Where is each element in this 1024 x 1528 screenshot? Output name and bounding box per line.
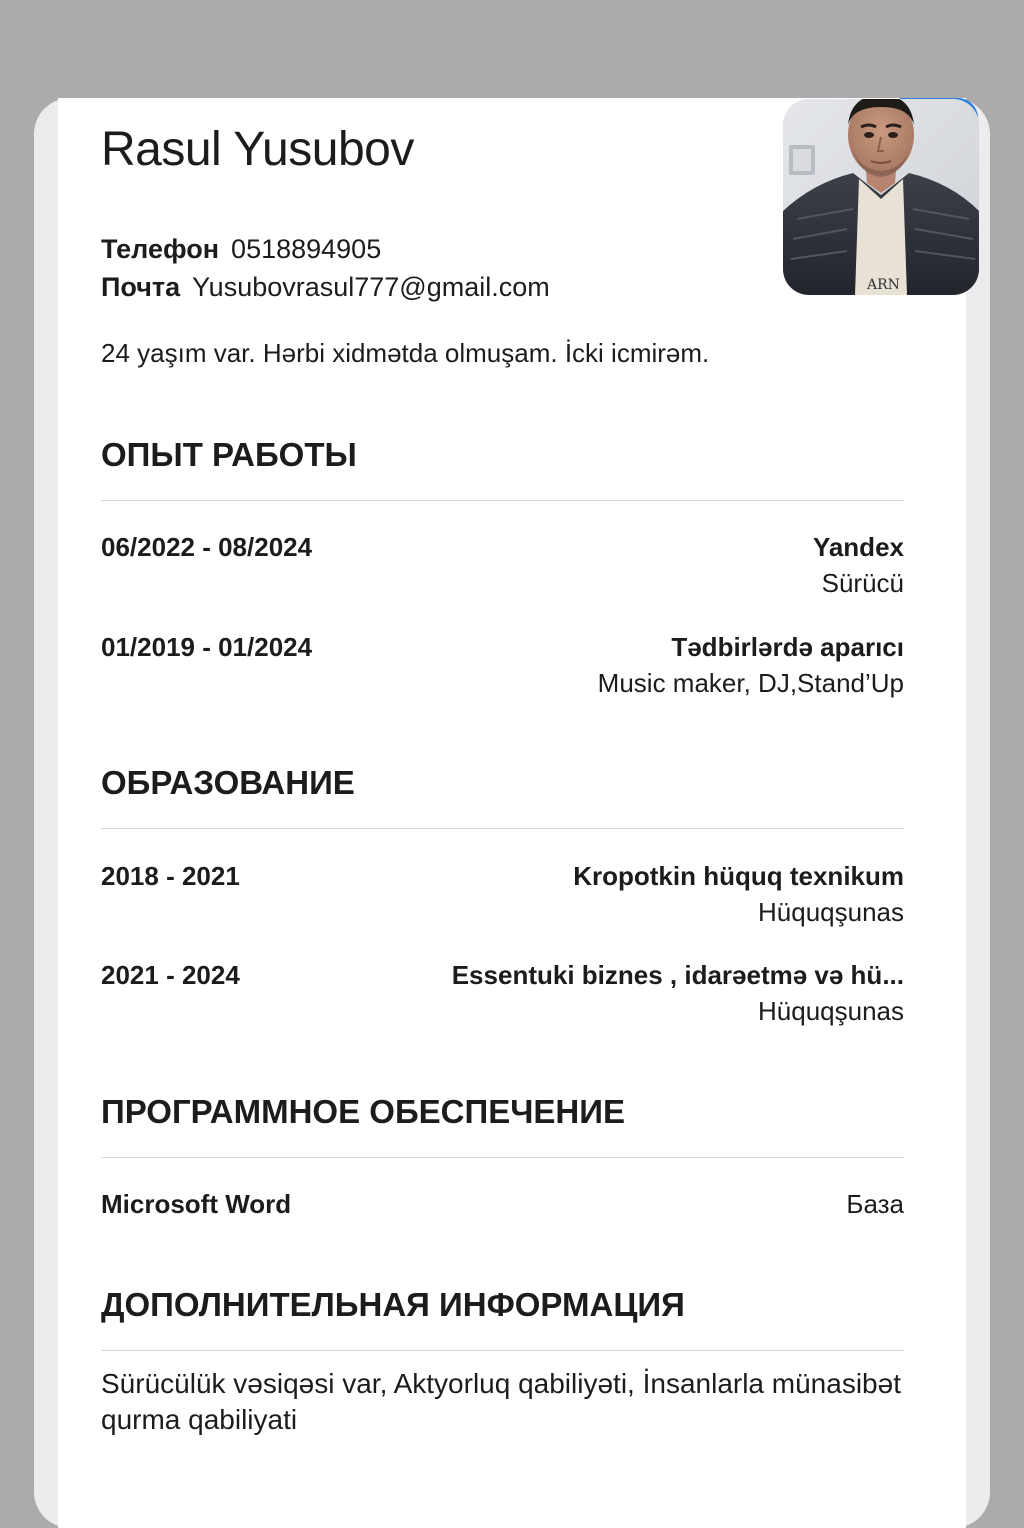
education-degree: Hüquqşunas bbox=[758, 897, 904, 927]
experience-org: Tədbirlərdə aparıcı bbox=[671, 632, 904, 662]
experience-period: 01/2019 - 01/2024 bbox=[101, 632, 313, 662]
profile-photo bbox=[783, 99, 979, 295]
additional-divider bbox=[101, 1350, 904, 1351]
email-value[interactable]: Yusubovrasul777@gmail.com bbox=[192, 272, 550, 302]
additional-text: Sürücülük vəsiqəsi var, Aktyorluq qabiliyəti, İnsanlarla münasibət qurma qabiliyati bbox=[101, 1368, 901, 1435]
education-section-title: ОБРАЗОВАНИЕ bbox=[101, 764, 355, 801]
experience-section-title: ОПЫТ РАБОТЫ bbox=[101, 436, 357, 473]
email-line bbox=[101, 272, 550, 303]
photo-shirt-text: ARN bbox=[867, 277, 900, 293]
phone-label: Телефон bbox=[101, 234, 220, 264]
experience-role: Sürücü bbox=[821, 568, 904, 598]
education-degree: Hüquqşunas bbox=[758, 996, 904, 1026]
education-period: 2018 - 2021 bbox=[101, 861, 240, 891]
candidate-name: Rasul Yusubov bbox=[101, 123, 414, 176]
education-period: 2021 - 2024 bbox=[101, 960, 240, 990]
additional-section-title: ДОПОЛНИТЕЛЬНАЯ ИНФОРМАЦИЯ bbox=[101, 1286, 685, 1323]
experience-divider bbox=[101, 500, 904, 501]
software-divider bbox=[101, 1157, 904, 1158]
software-name: Microsoft Word bbox=[101, 1189, 292, 1219]
education-institution: Essentuki biznes , idarəetmə və hü... bbox=[451, 960, 904, 990]
software-section-title: ПРОГРАММНОЕ ОБЕСПЕЧЕНИЕ bbox=[101, 1093, 625, 1130]
experience-period: 06/2022 - 08/2024 bbox=[101, 532, 313, 562]
phone-line bbox=[101, 234, 381, 265]
email-label: Почта bbox=[101, 272, 181, 302]
phone-value[interactable]: 0518894905 bbox=[231, 234, 382, 264]
experience-role: Music maker, DJ,Stand’Up bbox=[597, 668, 904, 698]
education-divider bbox=[101, 828, 904, 829]
software-level: База bbox=[846, 1189, 904, 1219]
experience-org: Yandex bbox=[812, 532, 904, 562]
education-institution: Kropotkin hüquq texnikum bbox=[573, 861, 904, 891]
summary-text: 24 yaşım var. Hərbi xidmətda olmuşam. İcki icmirəm. bbox=[101, 338, 710, 368]
